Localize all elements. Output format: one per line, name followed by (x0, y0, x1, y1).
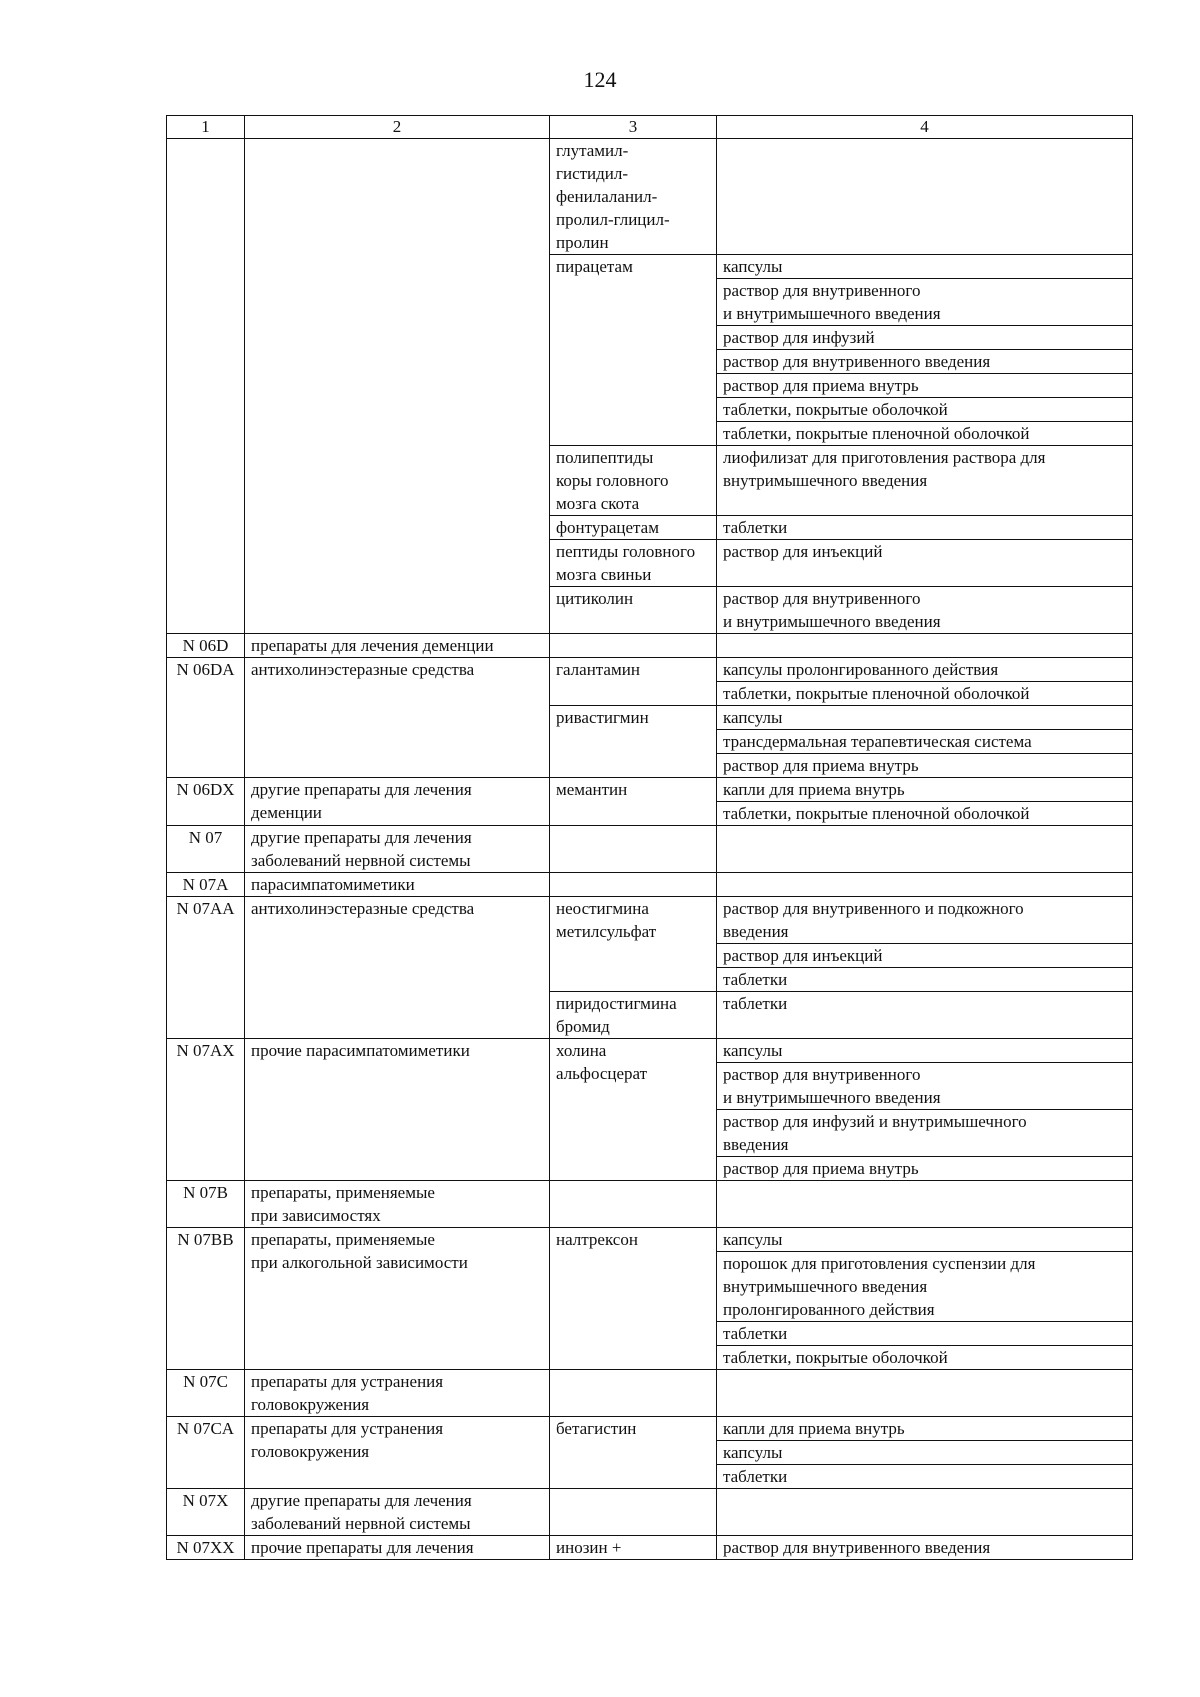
page-number: 124 (583, 67, 617, 92)
dosage-form-cell: капсулы (717, 706, 1133, 730)
drug-name-cell: пептиды головного мозга свиньи (550, 540, 717, 587)
table-row (167, 658, 1133, 682)
group-name-cell: парасимпатомиметики (245, 873, 550, 897)
table-row (167, 634, 1133, 658)
dosage-form-cell (717, 826, 1133, 873)
drug-name-cell: полипептиды коры головного мозга скота (550, 446, 717, 516)
drug-name-cell (550, 634, 717, 658)
table-row (167, 778, 1133, 802)
group-name-cell: антихолинэстеразные средства (245, 658, 550, 778)
atc-code-cell: N 07C (167, 1370, 245, 1417)
drug-name-cell: цитиколин (550, 587, 717, 634)
group-name-cell: препараты для устранения головокружения (245, 1417, 550, 1489)
dosage-form-cell: таблетки, покрытые пленочной оболочкой (717, 422, 1133, 446)
dosage-form-cell: раствор для инъекций (717, 540, 1133, 587)
dosage-form-cell: раствор для инфузий и внутримышечного введения (717, 1110, 1133, 1157)
group-name-cell: препараты для устранения головокружения (245, 1370, 550, 1417)
dosage-form-cell: таблетки, покрытые оболочкой (717, 398, 1133, 422)
group-name-cell: препараты, применяемые при алкогольной зависимости (245, 1228, 550, 1370)
atc-code-cell: N 07 (167, 826, 245, 873)
dosage-form-cell: капсулы пролонгированного действия (717, 658, 1133, 682)
dosage-form-cell (717, 1181, 1133, 1228)
table-row (167, 139, 1133, 255)
group-name-cell: прочие препараты для лечения (245, 1536, 550, 1560)
column-header-4: 4 (717, 116, 1133, 139)
table-row (167, 873, 1133, 897)
drug-name-cell: холина альфосцерат (550, 1039, 717, 1181)
dosage-form-cell: раствор для внутривенного введения (717, 1536, 1133, 1560)
group-name-cell: антихолинэстеразные средства (245, 897, 550, 1039)
drug-name-cell: бетагистин (550, 1417, 717, 1489)
drug-name-cell: неостигмина метилсульфат (550, 897, 717, 992)
atc-code-cell: N 07XX (167, 1536, 245, 1560)
atc-code-cell: N 06D (167, 634, 245, 658)
drug-name-cell: пиридостигмина бромид (550, 992, 717, 1039)
drug-name-cell: пирацетам (550, 255, 717, 446)
group-name-cell: другие препараты для лечения деменции (245, 778, 550, 826)
dosage-form-cell: капсулы (717, 1228, 1133, 1252)
column-header-1: 1 (167, 116, 245, 139)
atc-code-cell: N 07BB (167, 1228, 245, 1370)
dosage-form-cell: таблетки (717, 516, 1133, 540)
group-name-cell: прочие парасимпатомиметики (245, 1039, 550, 1181)
drug-name-cell (550, 1489, 717, 1536)
dosage-form-cell: порошок для приготовления суспензии для внутримышечного введения пролонгированного действия (717, 1252, 1133, 1322)
drug-name-cell: ривастигмин (550, 706, 717, 778)
dosage-form-cell: раствор для внутривенного и внутримышечного введения (717, 279, 1133, 326)
drug-name-cell: галантамин (550, 658, 717, 706)
dosage-form-cell: раствор для внутривенного введения (717, 350, 1133, 374)
drug-name-cell (550, 873, 717, 897)
table-row (167, 1370, 1133, 1417)
drug-table (166, 115, 1133, 1560)
dosage-form-cell: раствор для внутривенного и подкожного введения (717, 897, 1133, 944)
table-row (167, 1489, 1133, 1536)
drug-name-cell: мемантин (550, 778, 717, 826)
dosage-form-cell: таблетки, покрытые пленочной оболочкой (717, 682, 1133, 706)
table-header-row (167, 116, 1133, 139)
dosage-form-cell: раствор для приема внутрь (717, 754, 1133, 778)
drug-name-cell (550, 826, 717, 873)
dosage-form-cell (717, 634, 1133, 658)
dosage-form-cell: таблетки, покрытые пленочной оболочкой (717, 802, 1133, 826)
table-row (167, 1181, 1133, 1228)
atc-code-cell: N 06DX (167, 778, 245, 826)
dosage-form-cell: таблетки (717, 968, 1133, 992)
dosage-form-cell: раствор для внутривенного и внутримышечного введения (717, 1063, 1133, 1110)
atc-code-cell: N 06DA (167, 658, 245, 778)
dosage-form-cell: таблетки (717, 1465, 1133, 1489)
dosage-form-cell: раствор для инфузий (717, 326, 1133, 350)
drug-name-cell: инозин + (550, 1536, 717, 1560)
dosage-form-cell: капли для приема внутрь (717, 778, 1133, 802)
atc-code-cell: N 07AA (167, 897, 245, 1039)
table-row (167, 826, 1133, 873)
column-header-3: 3 (550, 116, 717, 139)
drug-name-cell: налтрексон (550, 1228, 717, 1370)
atc-code-cell: N 07A (167, 873, 245, 897)
group-name-cell: другие препараты для лечения заболеваний нервной системы (245, 826, 550, 873)
dosage-form-cell (717, 873, 1133, 897)
dosage-form-cell: капсулы (717, 255, 1133, 279)
group-name-cell: препараты, применяемые при зависимостях (245, 1181, 550, 1228)
table-row (167, 897, 1133, 944)
dosage-form-cell: капсулы (717, 1039, 1133, 1063)
dosage-form-cell (717, 1489, 1133, 1536)
dosage-form-cell: таблетки (717, 1322, 1133, 1346)
dosage-form-cell: капли для приема внутрь (717, 1417, 1133, 1441)
atc-code-cell: N 07X (167, 1489, 245, 1536)
table-row (167, 1536, 1133, 1560)
dosage-form-cell: таблетки (717, 992, 1133, 1039)
group-name-cell (245, 139, 550, 634)
dosage-form-cell: раствор для внутривенного и внутримышечного введения (717, 587, 1133, 634)
dosage-form-cell: раствор для инъекций (717, 944, 1133, 968)
dosage-form-cell: капсулы (717, 1441, 1133, 1465)
atc-code-cell: N 07CA (167, 1417, 245, 1489)
atc-code-cell (167, 139, 245, 634)
dosage-form-cell: таблетки, покрытые оболочкой (717, 1346, 1133, 1370)
dosage-form-cell: раствор для приема внутрь (717, 1157, 1133, 1181)
dosage-form-cell: раствор для приема внутрь (717, 374, 1133, 398)
drug-name-cell (550, 1370, 717, 1417)
dosage-form-cell: лиофилизат для приготовления раствора для внутримышечного введения (717, 446, 1133, 516)
table-row (167, 1417, 1133, 1441)
drug-name-cell: фонтурацетам (550, 516, 717, 540)
group-name-cell: другие препараты для лечения заболеваний нервной системы (245, 1489, 550, 1536)
dosage-form-cell (717, 1370, 1133, 1417)
dosage-form-cell: трансдермальная терапевтическая система (717, 730, 1133, 754)
drug-name-cell (550, 1181, 717, 1228)
atc-code-cell: N 07AX (167, 1039, 245, 1181)
atc-code-cell: N 07B (167, 1181, 245, 1228)
table-row (167, 1039, 1133, 1063)
drug-name-cell: глутамил- гистидил- фенилаланил- пролил-глицил- пролин (550, 139, 717, 255)
table-row (167, 1228, 1133, 1252)
column-header-2: 2 (245, 116, 550, 139)
dosage-form-cell (717, 139, 1133, 255)
group-name-cell: препараты для лечения деменции (245, 634, 550, 658)
